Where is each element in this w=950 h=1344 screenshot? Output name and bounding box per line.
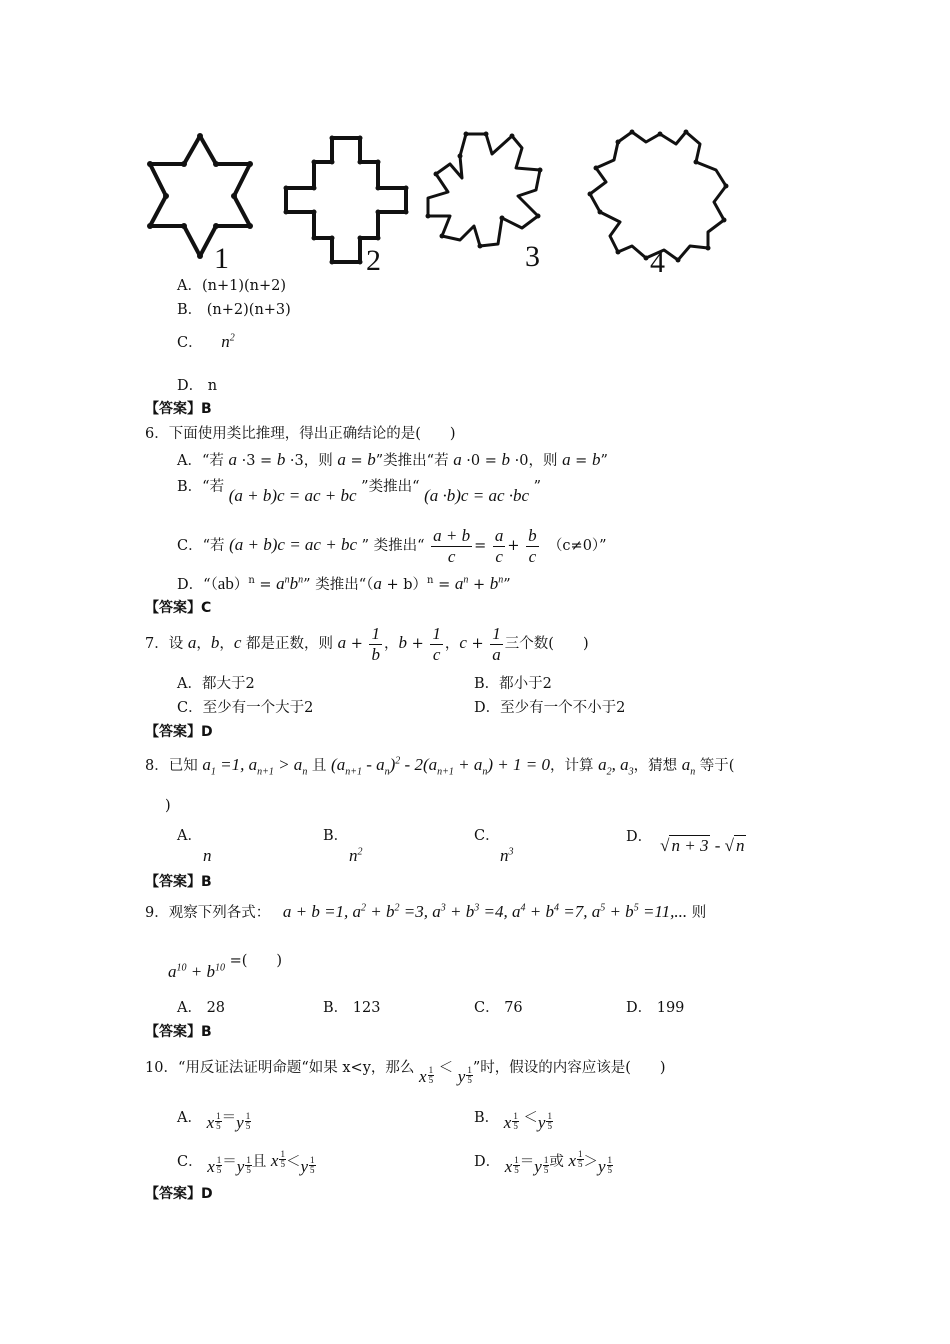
pattern-figures	[130, 120, 750, 280]
figure-4-flower	[590, 132, 726, 260]
q5-option-b: B． (n+2)(n+3)	[177, 302, 291, 318]
q6-stem: 6．下面使用类比推理，得出正确结论的是( )	[145, 426, 456, 442]
q10-option-c: C． x $\frac{1}{5}$ ＝y $\frac{1}{5}$ 且 x $\frac{1}{5}$ ＜y $\frac{1}{5}$	[177, 1149, 315, 1176]
figure-3-snowflake	[428, 134, 540, 246]
q8-option-d: D． √ n + 3 - √ n	[626, 829, 745, 855]
q10-stem: 10．“用反证法证明命题“如果 x<y，那么 x $\frac{1}{5}$ ＜ y $\frac{1}{5}$ ”时，假设的内容应该是( )	[145, 1060, 666, 1086]
q10-option-d: D． x $\frac{1}{5}$ ＝y $\frac{1}{5}$ 或 x $\frac{1}{5}$ ＞y $\frac{1}{5}$	[474, 1149, 613, 1176]
q9-option-d: D． 199	[626, 1000, 685, 1016]
q5-option-d: D． n	[177, 378, 218, 394]
q9-option-c: C． 76	[474, 1000, 523, 1016]
q5-option-a: A．(n+1)(n+2)	[177, 278, 287, 294]
q5-option-c: C． $n^2$	[177, 332, 235, 351]
q6-option-c: C．“若 (a + b)c = ac + bc ” 类推出“ $\frac{a + b}{c}$ = $\frac{a}{c}$ + $\frac{b}{c}$ （c≠0）”	[177, 525, 607, 566]
q8-option-b: B． $n^2$	[323, 828, 363, 865]
figure-label-3: 3	[525, 240, 540, 273]
figure-label-2: 2	[366, 244, 381, 277]
q8-option-c: C． $n^3$	[474, 828, 514, 865]
figure-label-4: 4	[650, 246, 665, 279]
q9-option-b: B． 123	[323, 1000, 381, 1016]
q6-option-b: B．“若 (a + b)c = ac + bc ”类推出“ (a ·b)c = ac ·bc ”	[177, 479, 542, 505]
q8-stem: 8．已知 $a_1 =1$, $a_{n+1} > a_n$ 且 $(a_{n+1} - a_n)^2 - 2(a_{n+1} + a_n) + 1 = 0$，计算 $a_2$, $a_3$，猜想 $a_n$ 等于(	[145, 755, 735, 778]
q7-option-c: C．至少有一个大于2	[177, 700, 314, 716]
q7-stem: 7．设 a，b，c 都是正数，则 a + $\frac{1}{b}$ ，b + $\frac{1}{c}$ ，c + $\frac{1}{a}$ 三个数( )	[145, 623, 589, 664]
figure-2-cross	[286, 138, 406, 262]
q8-stem-cont: )	[165, 798, 171, 814]
q8-answer: 【答案】B	[145, 874, 212, 890]
q9-stem: 9．观察下列各式： a + b =1, $a^2 + b^2 =3$, $a^3 + b^3 =4$, $a^4 + b^4 =7$, $a^5 + b^5 =11$,... 则	[145, 902, 707, 921]
q9-option-a: A． 28	[177, 1000, 226, 1016]
q8-option-a: A． n	[177, 828, 212, 865]
q5-option-c-label: C．	[177, 335, 203, 351]
q10-answer: 【答案】D	[145, 1186, 213, 1202]
q7-option-a: A．都大于2	[177, 676, 255, 692]
q6-option-a: A．“若 a ·3 = b ·3，则 a = b”类推出“若 a ·0 = b ·0，则 a = b”	[177, 450, 608, 469]
figure-label-1: 1	[214, 242, 229, 275]
q9-stem-cont: $a^{10} + b^{10}$ =( )	[168, 953, 283, 981]
q9-answer: 【答案】B	[145, 1024, 212, 1040]
q7-option-d: D．至少有一个不小于2	[474, 700, 626, 716]
q5-answer: 【答案】B	[145, 401, 212, 417]
q7-answer: 【答案】D	[145, 724, 213, 740]
q10-option-a: A． x $\frac{1}{5}$ ＝y $\frac{1}{5}$	[177, 1110, 251, 1132]
q7-option-b: B．都小于2	[474, 676, 552, 692]
q6-answer: 【答案】C	[145, 600, 212, 616]
q6-option-d: D．“$(ab)^n = a^nb^n$” 类推出“$(a + b)^n = a^n + b^n$”	[177, 574, 511, 593]
q10-option-b: B． x $\frac{1}{5}$ ＜y $\frac{1}{5}$	[474, 1110, 552, 1132]
